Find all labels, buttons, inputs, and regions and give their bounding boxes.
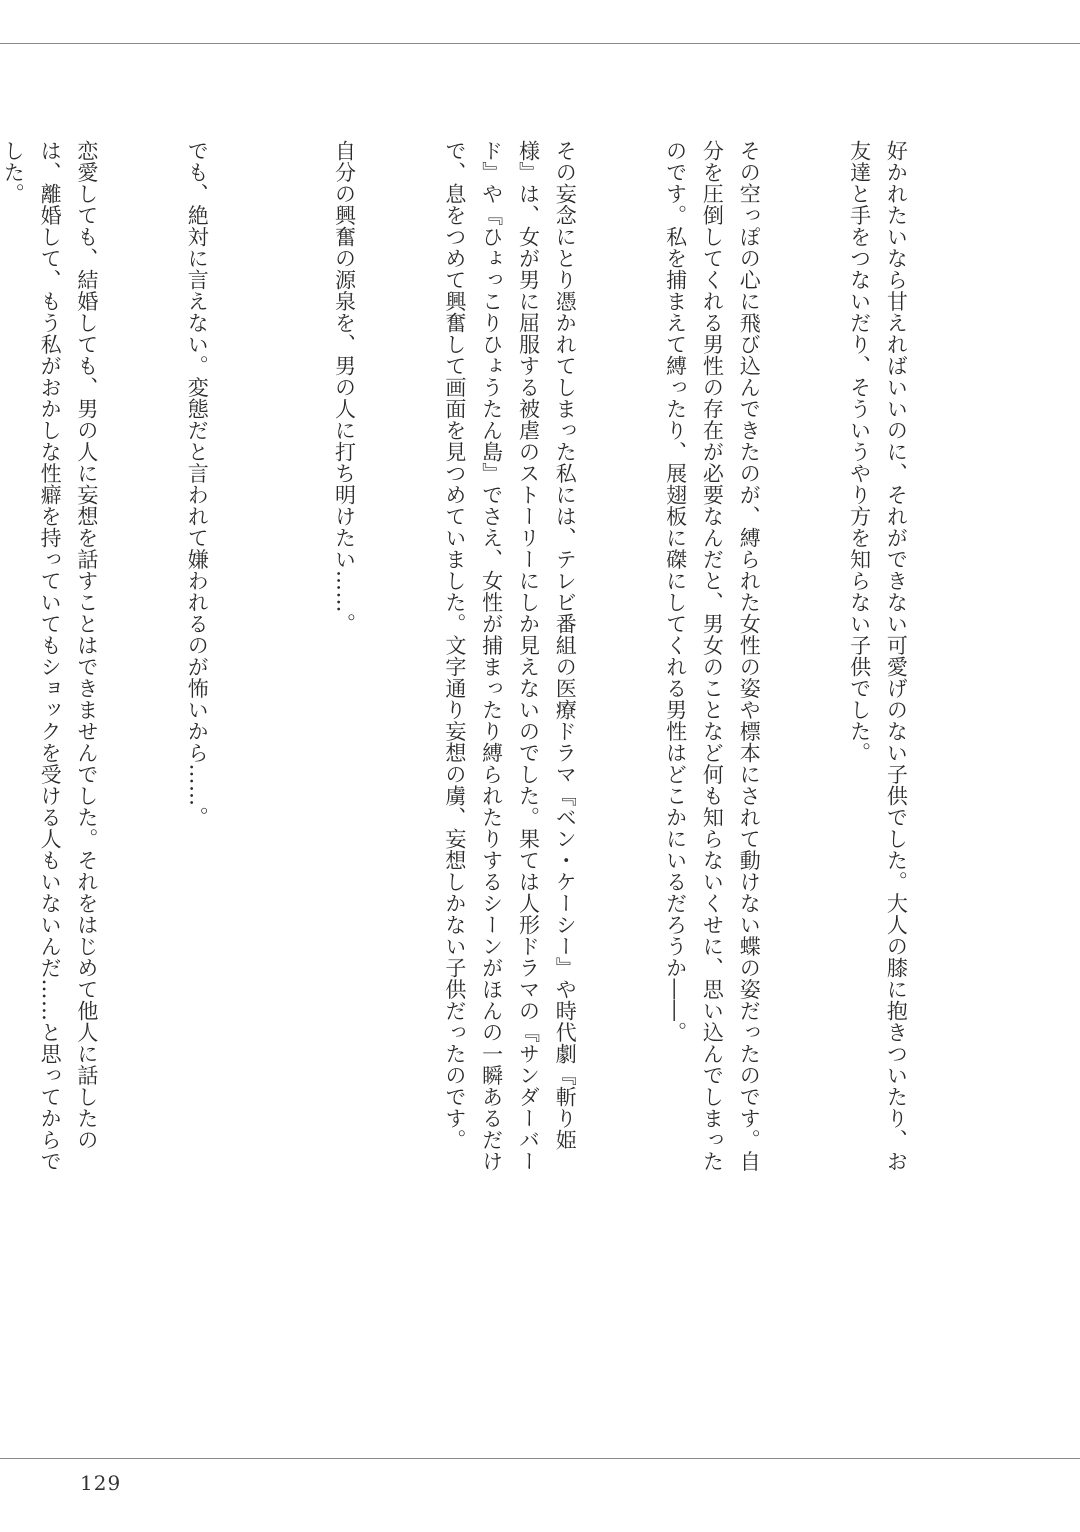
header-rule	[0, 43, 1080, 44]
paragraph: 好かれたいなら甘えればいいのに、それができない可愛げのない子供でした。大人の膝に抱きついたり、お友達と手をつないだり、そういうやり方を知らない子供でした。	[847, 140, 909, 1172]
paragraph: その妄念にとり憑かれてしまった私には、テレビ番組の医療ドラマ『ベン・ケーシー』や時代劇『斬り姫様』は、女が男に屈服する被虐のストーリーにしか見えないのでした。果ては人形ドラマの『サンダーバード』や『ひょっこりひょうたん島』でさえ、女性が捕まったり縛られたりするシーンがほんの一瞬あるだけで、息をつめて興奮して画面を見つめていました。文字通り妄想の虜、妄想しかない子供だったのです。	[442, 140, 578, 1172]
paragraph: 恋愛しても、結婚しても、男の人に妄想を話すことはできませんでした。それをはじめて他人に話したのは、離婚して、もう私がおかしな性癖を持っていてもショックを受ける人もいないんだ……と思ってからでした。	[1, 140, 99, 1172]
vertical-text-body	[0, 140, 988, 1180]
footer-rule	[0, 1458, 1080, 1459]
page-number: 129	[80, 1471, 122, 1495]
paragraph: その空っぽの心に飛び込んできたのが、縛られた女性の姿や標本にされて動けない蝶の姿だったのです。自分を圧倒してくれる男性の存在が必要なんだと、男女のことなど何も知らないくせに、思い込んでしまったのです。私を捕まえて縛ったり、展翅板に磔にしてくれる男性はどこかにいるだろうか――。	[663, 140, 762, 1172]
paragraph: でも、絶対に言えない。変態だと言われて嫌われるのが怖いから……。	[185, 140, 210, 828]
paragraph: 自分の興奮の源泉を、男の人に打ち明けたい……。	[332, 140, 357, 635]
